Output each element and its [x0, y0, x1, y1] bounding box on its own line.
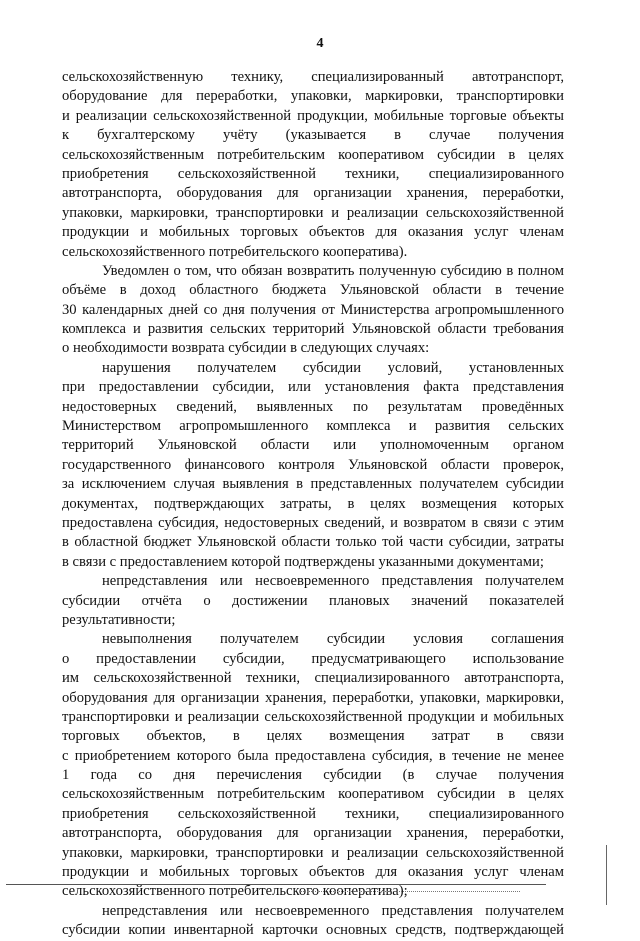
text-line: сельскохозяйственного потребительского кооператива). [62, 243, 408, 260]
text-line: 1 года со дня перечисления субсидии (в случае получения [62, 767, 564, 784]
paragraph-inventory-card [62, 902, 564, 941]
text-line: сельскохозяйственным потребительским кооперативом субсидии в целях [62, 146, 564, 163]
text-line: непредставления или несвоевременного представления получателем [102, 573, 564, 590]
page-number: 4 [316, 36, 324, 51]
scan-edge-rule [6, 884, 546, 885]
text-line: субсидии отчёта о достижении плановых значений показателей [62, 592, 564, 609]
text-line: о предоставлении субсидии, предусматривающего использование [62, 650, 564, 667]
text-line: сельскохозяйственного потребительского кооператива); [62, 883, 408, 900]
text-line: им сельскохозяйственной техники, специализированного автотранспорта, [62, 670, 564, 687]
text-line: предоставлена субсидия, недостоверных сведений, и возвратом в связи с этим [62, 514, 564, 531]
text-line: непредставления или несвоевременного представления получателем [102, 902, 564, 919]
text-line: комплекса и развития сельских территорий Ульяновской области требования [62, 321, 564, 338]
paragraph-report-nonsubmission [62, 572, 564, 630]
text-line: нарушения получателем субсидии условий, установленных [102, 359, 564, 376]
text-line: в связи с предоставлением которой подтверждены указанными документами; [62, 553, 544, 570]
text-line: приобретения сельскохозяйственной техники, специализированного [62, 165, 564, 182]
text-line: объёме в доход областного бюджета Ульяновской области в течение [62, 282, 564, 299]
paragraph-violation-conditions [62, 359, 564, 572]
text-line: при предоставлении субсидии, или установления факта представления [62, 379, 564, 396]
text-line: субсидии копии инвентарной карточки основных средств, подтверждающей [62, 922, 564, 939]
text-line: оборудования для организации хранения, переработки, упаковки, маркировки, [62, 689, 564, 706]
text-line: документах, подтверждающих затраты, в целях возмещения которых [62, 495, 564, 512]
text-line: за исключением случая выявления в представленных получателем субсидии [62, 476, 564, 493]
text-line: Уведомлен о том, что обязан возвратить полученную субсидию в полном [102, 262, 564, 279]
text-line: невыполнения получателем субсидии условия соглашения [102, 631, 564, 648]
document-body [62, 68, 564, 941]
text-line: и реализации сельскохозяйственной продукции, мобильные торговые объекты [62, 107, 564, 124]
text-line: с приобретением которого была предоставлена субсидия, в течение не менее [62, 747, 564, 764]
paragraph-equipment-accounting [62, 68, 564, 262]
text-line: территорий Ульяновской области или уполномоченным органом [62, 437, 564, 454]
text-line: продукции и мобильных торговых объектов для оказания услуг членам [62, 864, 564, 881]
text-line: 30 календарных дней со дня получения от Министерства агропромышленного [62, 301, 564, 318]
text-line: Министерством агропромышленного комплекса и развития сельских [62, 418, 564, 435]
scan-edge-dotted-rule [300, 891, 520, 892]
text-line: к бухгалтерскому учёту (указывается в случае получения [62, 127, 564, 144]
text-line: упаковки, маркировки, транспортировки и реализации сельскохозяйственной [62, 844, 564, 861]
text-line: продукции и мобильных торговых объектов для оказания услуг членам [62, 224, 564, 241]
text-line: автотранспорта, оборудования для организации хранения, переработки, [62, 185, 564, 202]
text-line: торговых объектов, в целях возмещения затрат в связи [62, 728, 564, 745]
paragraph-return-notice [62, 262, 564, 359]
text-line: приобретения сельскохозяйственной техники, специализированного [62, 805, 564, 822]
paragraph-agreement-nonfulfillment [62, 630, 564, 901]
text-line: недостоверных сведений, выявленных по результатам проведённых [62, 398, 564, 415]
text-line: упаковки, маркировки, транспортировки и реализации сельскохозяйственной [62, 204, 564, 221]
text-line: автотранспорта, оборудования для организации хранения, переработки, [62, 825, 564, 842]
text-line: сельскохозяйственным потребительским кооперативом субсидии в целях [62, 786, 564, 803]
scan-margin-mark [606, 845, 609, 905]
text-line: оборудование для переработки, упаковки, маркировки, транспортировки [62, 88, 564, 105]
text-line: сельскохозяйственную технику, специализированный автотранспорт, [62, 69, 564, 85]
text-line: транспортировки и реализации сельскохозяйственной продукции и мобильных [62, 708, 564, 725]
text-line: в областной бюджет Ульяновской области только той части субсидии, затраты [62, 534, 564, 551]
text-line: результативности; [62, 611, 176, 628]
text-line: государственного финансового контроля Ульяновской области проверок, [62, 456, 564, 473]
text-line: о необходимости возврата субсидии в следующих случаях: [62, 340, 430, 357]
